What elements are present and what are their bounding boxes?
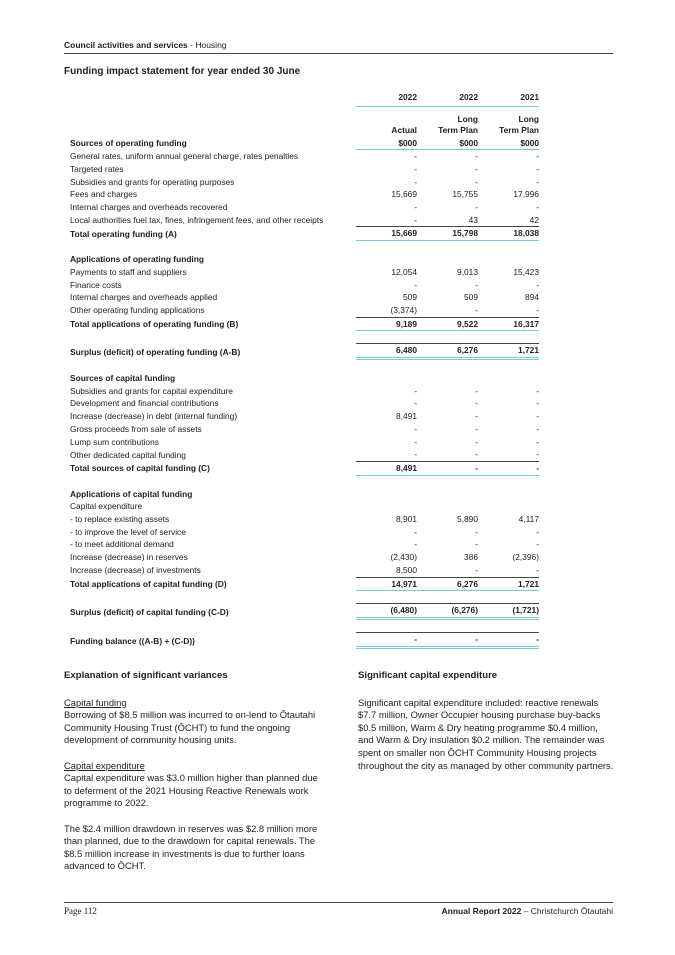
col-year: 2022: [417, 92, 478, 107]
table-row: Increase (decrease) of investments 8,500 - -: [70, 564, 539, 576]
capital-funding-heading: Capital funding: [64, 696, 127, 708]
capital-expenditure-text: Capital expenditure was $3.0 million higher than planned due to deferment of the 2021 Housing Reactive Renewals work programme to 2022.: [64, 772, 318, 809]
table-row: Internal charges and overheads recovered - - -: [70, 202, 539, 213]
capex-heading: Significant capital expenditure: [358, 670, 498, 681]
capital-expenditure-paragraph: [64, 760, 324, 810]
page-footer: [64, 902, 613, 916]
table-row: Finance costs - - -: [70, 279, 539, 290]
col-year: 2022: [356, 92, 417, 107]
header-section: Council activities and services: [64, 40, 188, 50]
col-sub: Actual: [391, 124, 417, 135]
table-row: General rates, uniform annual general charge, rates penalties - - -: [70, 151, 539, 162]
funding-balance-row: Funding balance ((A-B) + (C-D)) - - -: [70, 634, 539, 646]
table-row: Internal charges and overheads applied 509 509 894: [70, 292, 539, 303]
capital-expenditure-heading: Capital expenditure: [64, 759, 145, 771]
capital-funding-text: Borrowing of $8.5 million was incurred to on-lend to Ōtautahi Community Housing Trust (ŌCHT) to fund the ongoing development of community housing units.: [64, 709, 316, 746]
table-row: Development and financial contributions - - -: [70, 398, 539, 409]
table-row: Subsidies and grants for capital expenditure - - -: [70, 385, 539, 396]
table-row: Gross proceeds from sale of assets - - -: [70, 423, 539, 434]
table-row: Targeted rates - - -: [70, 163, 539, 174]
table-row: Payments to staff and suppliers 12,054 9,013 15,423: [70, 266, 539, 277]
table-row: - to improve the level of service - - -: [70, 526, 539, 537]
table-row: Local authorities fuel tax, fines, infringement fees, and other receipts - 43 42: [70, 214, 539, 226]
table-row: Increase (decrease) in reserves (2,430) 386 (2,396): [70, 552, 539, 563]
statement-title: Funding impact statement for year ended 30 June: [64, 66, 301, 77]
reserves-paragraph: The $2.4 million drawdown in reserves was $2.8 million more than planned, due to the drawdown for capital renewals. The $8.5 million increase in investments is due to further loans advanced to ŌCHT.: [64, 822, 318, 872]
table-row: - to meet additional demand - - -: [70, 539, 539, 550]
section-header: Applications of operating funding: [70, 254, 204, 265]
section-header: Sources of operating funding $000 $000 $000: [70, 137, 539, 148]
table-row: Other operating funding applications (3,374) - -: [70, 304, 539, 316]
surplus-row: Surplus (deficit) of operating funding (A-B) 6,480 6,276 1,721: [70, 345, 539, 357]
running-header: [64, 40, 613, 54]
table-row: Subsidies and grants for operating purposes - - -: [70, 176, 539, 187]
col-sub: Long Term Plan: [438, 113, 478, 135]
section-header: Applications of capital funding: [70, 488, 193, 499]
total-row: Total operating funding (A) 15,669 15,798 18,038: [70, 228, 539, 239]
capex-column: [358, 670, 616, 785]
variances-heading: Explanation of significant variances: [64, 670, 228, 681]
surplus-row: Surplus (deficit) of capital funding (C-D) (6,480) (6,276) (1,721): [70, 605, 539, 617]
report-title: Annual Report 2022 – Christchurch Ōtautahi: [441, 906, 613, 916]
table-row: Lump sum contributions - - -: [70, 436, 539, 447]
header-row-years: [70, 92, 539, 107]
capital-funding-paragraph: [64, 697, 324, 747]
header-row-subs: [70, 107, 539, 137]
col-sub: Long Term Plan: [499, 113, 539, 135]
table-row: Fees and charges 15,669 15,755 17,996: [70, 189, 539, 200]
table-row: Increase (decrease) in debt (internal funding) 8,491 - -: [70, 411, 539, 422]
total-row: Total applications of capital funding (D) 14,971 6,276 1,721: [70, 578, 539, 590]
total-row: Total sources of capital funding (C) 8,491 - -: [70, 462, 539, 474]
capex-text: Significant capital expenditure included: reactive renewals $7.7 million, Owner Occupier housing purchase buy-backs $0.5 million, Warm & Dry heating programme $0.4 million, and Warm & Dry insulation $0.2 million. The remainder was spent on smaller non ŌCHT Community Housing projects throughout the city as managed by other community partners.: [358, 696, 614, 771]
header-subsection: - Housing: [187, 40, 227, 50]
section-header: Sources of capital funding: [70, 373, 176, 384]
page-number: Page 112: [64, 906, 97, 916]
funding-impact-table: [70, 92, 539, 649]
total-row: Total applications of operating funding (B) 9,189 9,522 16,317: [70, 318, 539, 330]
table-row: Capital expenditure: [70, 501, 143, 512]
col-year: 2021: [478, 92, 539, 107]
table-row: Other dedicated capital funding - - -: [70, 449, 539, 460]
variances-column: [64, 670, 324, 886]
table-row: - to replace existing assets 8,901 5,890 4,117: [70, 514, 539, 525]
